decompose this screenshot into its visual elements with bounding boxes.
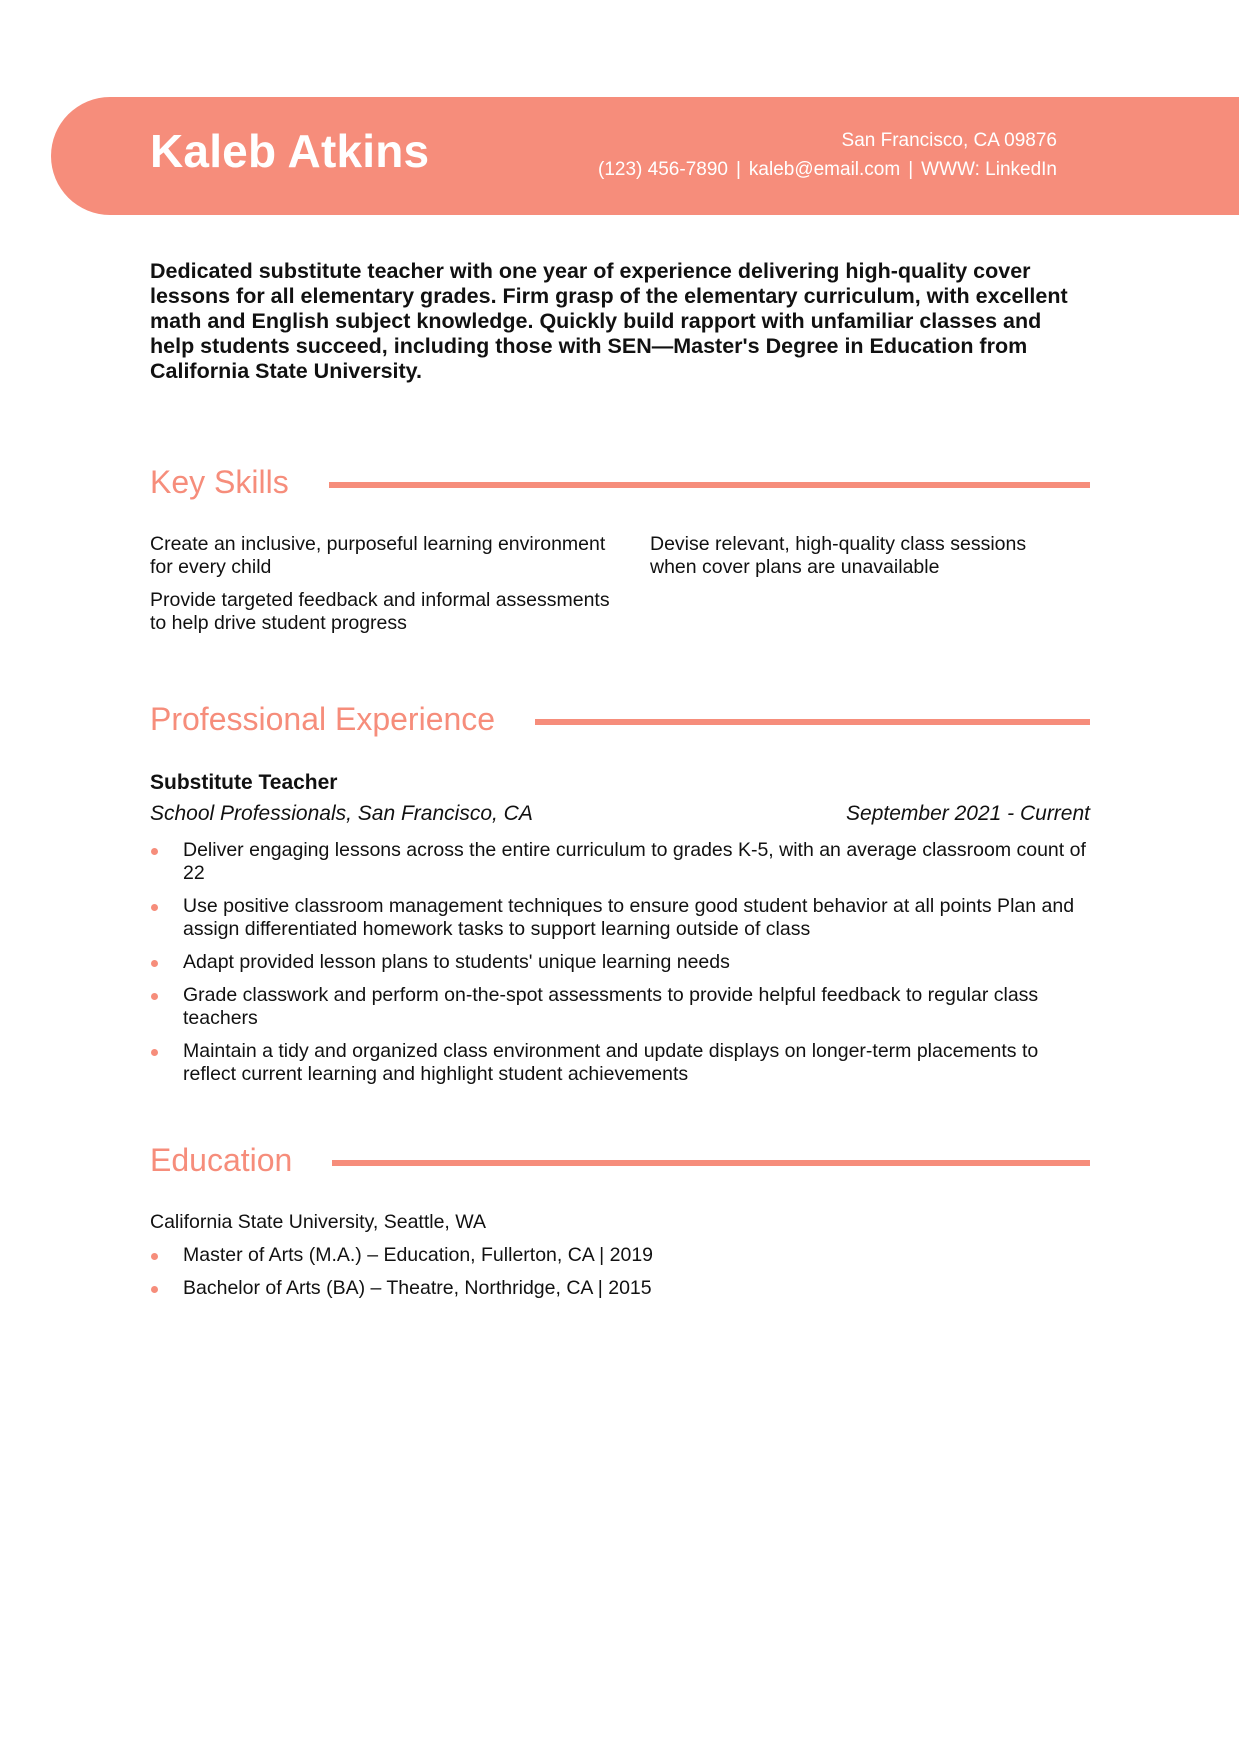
bullet-icon	[151, 1253, 158, 1260]
education-section-header	[150, 1140, 1090, 1180]
section-divider	[329, 482, 1090, 488]
experience-section-header	[150, 699, 1090, 739]
degree-text: Bachelor of Arts (BA) – Theatre, Northridge, CA | 2015	[183, 1277, 652, 1299]
candidate-name: Kaleb Atkins	[150, 125, 430, 177]
professional-summary: Dedicated substitute teacher with one year of experience delivering high-quality cover lessons for all elementary grades. Firm grasp of the elementary curriculum, with excellent math and English subject knowledge. Quickly build rapport with unfamiliar classes and help students succeed, including those with SEN—Master's Degree in Education from California State University.	[150, 259, 1068, 383]
section-divider	[332, 1160, 1090, 1166]
list-item	[150, 895, 1090, 941]
bullet-text: Deliver engaging lessons across the entire curriculum to grades K-5, with an average classroom count of 22	[183, 839, 1086, 884]
skill-item: Provide targeted feedback and informal assessments to help drive student progress	[150, 589, 610, 634]
bullet-icon	[151, 993, 158, 1000]
employer: School Professionals, San Francisco, CA	[150, 802, 533, 825]
bullet-text: Maintain a tidy and organized class environment and update displays on longer-term placements to reflect current learning and highlight student achievements	[183, 1040, 1039, 1085]
bullet-icon	[151, 1049, 158, 1056]
bullet-icon	[151, 960, 158, 967]
contact-line	[598, 155, 1057, 184]
job-meta	[150, 802, 1090, 826]
job-dates: September 2021 - Current	[846, 802, 1090, 825]
section-title: Education	[150, 1141, 293, 1178]
education-bullets	[150, 1244, 1090, 1310]
list-item	[150, 839, 1090, 885]
separator: |	[735, 159, 741, 180]
skill-item: Devise relevant, high-quality class sessions when cover plans are unavailable	[650, 533, 1027, 578]
skill-item: Create an inclusive, purposeful learning environment for every child	[150, 533, 606, 578]
email-link[interactable]: kaleb@email.com	[748, 159, 901, 180]
skills-section-header	[150, 462, 1090, 502]
list-item	[150, 1277, 1090, 1300]
header-banner	[51, 97, 1239, 215]
bullet-text: Adapt provided lesson plans to students' unique learning needs	[183, 951, 730, 973]
section-title: Key Skills	[150, 463, 289, 500]
bullet-icon	[151, 848, 158, 855]
contact-info	[598, 126, 1057, 184]
school-name: California State University, Seattle, WA	[150, 1211, 486, 1233]
degree-text: Master of Arts (M.A.) – Education, Fullerton, CA | 2019	[183, 1244, 654, 1266]
website-link[interactable]: WWW: LinkedIn	[921, 159, 1057, 180]
section-title: Professional Experience	[150, 700, 496, 737]
bullet-icon	[151, 1286, 158, 1293]
separator: |	[908, 159, 914, 180]
bullet-text: Grade classwork and perform on-the-spot assessments to provide helpful feedback to regular class teachers	[183, 984, 1039, 1029]
list-item	[150, 1244, 1090, 1267]
job-title: Substitute Teacher	[150, 771, 338, 794]
list-item	[150, 1040, 1090, 1086]
section-divider	[535, 719, 1090, 725]
bullet-icon	[151, 904, 158, 911]
address: San Francisco, CA 09876	[841, 130, 1057, 151]
experience-bullets	[150, 839, 1090, 1096]
phone[interactable]: (123) 456-7890	[598, 159, 728, 180]
list-item	[150, 984, 1090, 1030]
skills-list	[150, 533, 1090, 635]
bullet-text: Use positive classroom management techniques to ensure good student behavior at all points Plan and assign differentiated homework tasks to support learning outside of class	[183, 895, 1075, 940]
list-item	[150, 951, 1090, 974]
